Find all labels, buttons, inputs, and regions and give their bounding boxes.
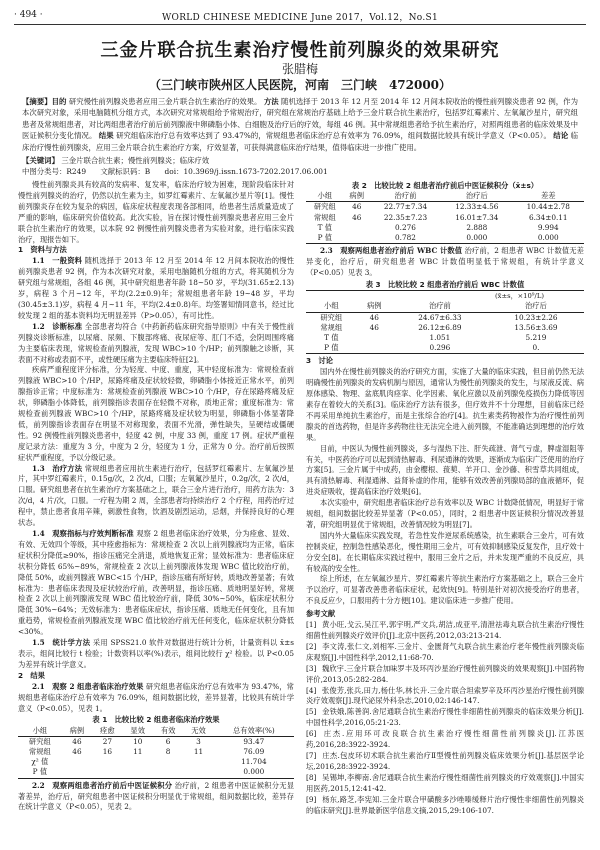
table-header: 小组 <box>306 301 357 312</box>
table-row <box>306 333 584 343</box>
left-column <box>18 180 294 813</box>
reference-text: 金铁娥,陈善润.舍尼通联合抗生素治疗慢性非细菌性前列腺炎的临床效果分析[J].中国性科学,2016,05:21-23. <box>306 707 584 728</box>
reference-number: [1] <box>306 620 317 630</box>
subheading: 2.1 观察 2 组患者临床治疗效果 <box>32 681 144 691</box>
paragraph <box>18 682 294 715</box>
table-cell: P 值 <box>18 767 62 778</box>
reference-item <box>306 664 584 686</box>
reference-number: [3] <box>306 663 317 673</box>
keywords-label: 【关键词】 <box>22 156 59 165</box>
table-cell: 8 <box>165 747 171 757</box>
table-cell: 11.704 <box>241 757 267 767</box>
table-cell: 研究组 <box>313 202 336 212</box>
table-header: 治疗后 <box>488 301 584 312</box>
reference-text: 黄小旺,戈云,吴江平,郭宇明,严文兵,胡洁,成亚平,清泄祛毒丸联合抗生素治疗慢性细菌性前列腺炎疗效评价[J].北京中医药,2012,03:213-214. <box>306 620 584 641</box>
paragraph <box>18 322 294 366</box>
method-label: 方法 <box>263 97 279 106</box>
right-column <box>306 180 584 816</box>
reference-item <box>306 620 584 642</box>
table-row <box>306 312 584 323</box>
table-cell: 27 <box>102 736 112 746</box>
table-cell: 6.34±0.11 <box>528 212 568 222</box>
table-cell: 46 <box>369 322 379 332</box>
table-header: 小组 <box>18 726 62 737</box>
affiliation: （三门峡市陕州区人民医院，河南 三门峡 472000） <box>148 78 452 92</box>
table-cell: 9.994 <box>537 222 559 232</box>
paragraph <box>18 638 294 671</box>
table-header: 病例 <box>357 301 392 312</box>
reference-number: [4] <box>306 685 317 695</box>
author: 张腊梅 <box>281 62 318 76</box>
table-cell: 0. <box>488 343 584 354</box>
table-subcaption: (x̄±s，×10⁹/L) <box>306 291 584 302</box>
subheading: 2.3 观察两组患者治疗前后 WBC 计数值 <box>320 246 463 256</box>
paragraph: 疾病严重程度评分标准，分为轻度、中度、重度，其中轻度标准为：常规检查前列腺液 WBC>10 个/HP，尿路疼痛及症状较轻微，卵磷脂小体接近正常水平，前列腺指诊正常；中度标准为：常规检查前列腺液 WBC>10 个/HP，存在尿路疼痛及症状，卵磷脂小体降低，前列腺指诊表面存在轻微不对称，质地正常；重度标准为：常规检查前列腺液 WBC>10 个/HP，尿路疼痛及症状较为明显，卵磷脂小体显著降低，前列腺指诊表面存在明显不对称现象，表面不光滑，弹性缺失，呈硬结或僵硬性。92 例慢性前列腺炎患者中，轻度 42 例，中度 33 例，重度 17 例。症状严重程度记录方法：重度为 3 分，中度为 2 分，轻度为 1 分，正常为 0 分。治疗前后按照症状严重程度，予以分级记录。 <box>18 365 294 462</box>
abstract-label: 【摘要】目的 <box>22 97 67 106</box>
table-row <box>18 736 294 747</box>
page-number: · 494 · <box>14 10 43 20</box>
conclusion-label: 结论 <box>553 131 569 141</box>
reference-number: [5] <box>306 707 317 717</box>
reference-item <box>306 686 584 708</box>
reference-number: [6] <box>306 729 317 739</box>
paragraph: 目前，中医认为慢性前列腺炎，多与湿热下注、肝失疏泄、肾气亏虚，脾虚湿阻等有关，中医药治疗可以起到清热解毒、利尿通淋的效果，逐渐成为临床广泛使用的治疗方案[5]。三金片属于中成药，由金樱根、菝葜、羊开口、金沙藤、积雪草共同组成，具有清热解毒、利湿通淋、益肾补虚的作用，能够有效改善前列腺局部的血液循环，促进炎症吸收，提高临床治疗效果[6]。 <box>306 443 584 497</box>
table-header: 无效 <box>183 726 213 737</box>
table-cell: 10 <box>133 736 143 746</box>
table-cell: 0.000 <box>214 767 294 778</box>
table-cell: 16.01±7.34 <box>455 212 499 222</box>
references-title: 参考文献 <box>306 609 336 619</box>
table-cell: 10.23±2.26 <box>514 312 558 322</box>
table-cell: 26.12±6.89 <box>418 322 462 332</box>
paragraph-text: 治疗前，2 组患者 WBC 计数值无差异变化，治疗后，研究组患者 WBC 计数值明显低于常规组，有统计学意义（P<0.05）见表 3。 <box>306 246 584 278</box>
table-cell: 10.44±2.78 <box>526 202 570 212</box>
table-header: 治疗前 <box>370 191 441 202</box>
reference-text: 李文涛,张仁文,刘相军.三金片、金匮肾气丸联合抗生素治疗老年慢性前列腺炎临床观察[J].中国性科学,2012,11:68-70. <box>306 641 584 662</box>
table-cell: 0.000 <box>513 233 584 244</box>
reference-text: 魏欣宇.三金片联合加味罗丰及环丙沙星治疗慢性前列腺炎的效果观察[J].中国药物评价,2013,05:282-284. <box>306 663 584 684</box>
table-cell: χ² 值 <box>31 757 49 767</box>
table-cell: T 值 <box>324 332 339 342</box>
reference-item <box>306 642 584 664</box>
table-cell: 22.35±7.23 <box>383 212 428 222</box>
subheading: 1.3 治疗方法 <box>32 463 83 473</box>
paragraph: 本次实验中，研究组患者临床治疗总有效率以及 WBC 计数降低情况，明显好于常规组，组间数据比较差异显著（P<0.05），同时，2 组患者中医证候积分情况改善显著，研究组明显优于常规组，改善情况较为明显[7]。 <box>306 498 585 529</box>
reference-number: [8] <box>306 772 317 782</box>
table-cell: 0.296 <box>392 343 488 354</box>
abstract-conclusion: 临床治疗慢性前列腺炎，应用三金片联合抗生素治疗方案，疗效显著，可获得满意临床治疗结果，值得临床进一步推广使用。 <box>22 131 578 152</box>
document-code: 文献标识码：B <box>100 167 151 176</box>
table-caption: 表 2 比较比较 2 组患者治疗前后中医证候积分（x̄±s） <box>351 181 539 190</box>
paragraph-text: 观察 2 组患者临床治疗效果，分为痊愈、显效、有效、无效四个等级，其中痊愈指标为：常规检查 2 次以上前列腺液均为正常，临床症状积分降低≥90%，指诊压痛完全消退，质地恢复正常；显效标准为：患者临床症状积分降低 65%~89%，常规检查 2 次以上前列腺液体发现 WBC 值比较治疗前，降低 50%，或前列腺液 WBC<15 个/HP，指诊压痛有所好转，质地改善显著；有效标准为：患者临床表现及症状较治疗前，改善明显，指诊压痛、质地明显好转，常规检查 2 次以上前列腺液发现 WBC 值比较治疗前，降低 30%~50%，临床症状积分降低 30%~64%；无效标准为：患者临床症状，指诊压痛、质地无任何变化，且有加重趋势，常规检查前列腺液发现 WBC 值比较治疗前无任何变化，临床症状积分降低<30%。 <box>18 529 294 637</box>
table-cell: 16 <box>102 747 112 757</box>
table-1 <box>18 715 294 778</box>
table-caption: 表 3 比较比较 2 组患者治疗前后 WBC 计数值 <box>365 279 525 289</box>
table-cell: 22.77±7.34 <box>383 202 428 212</box>
table-cell: 研究组 <box>28 736 51 746</box>
reference-item <box>306 795 584 817</box>
table-caption: 表 1 比较比较 2 组患者临床治疗效果 <box>92 715 220 725</box>
table-cell: P 值 <box>306 343 357 354</box>
abstract-method: 随机选择于 2013 年 12 月至 2014 年 12 月间本院收治的慢性前列腺炎患者 92 例，作为本次研究对象，采用电脑随机分组方式，本次研究对常规组给予常规治疗，研究组在常规治疗基础上给予三金片联合抗生素治疗，包括罗红霉素片、左氧氟沙星片，研究组患者及常规组患者，对比两组患者治疗前后前列腺液中卵磷脂小体、白细胞及治疗后的疗效，每组 46 例。其中常规组患者给予抗生素治疗，对照两组患者的临床效果及中医证候积分变化情况。 <box>22 97 578 141</box>
paragraph: 国内外在慢性前列腺炎的治疗研究方面，实施了大量的临床实践，但目前仍然无法明确慢性前列腺炎的发病机制与原因，通常认为慢性前列腺炎的发生，与尿液反流、病原体感染、物理、盆底肌肉痉挛、化学因素、氧化应激以及前列腺免疫损伤力降低等因素存在着较大的关系[3]。临床治疗方法有很多，但疗效并不十分理想，目前临床已经不再采用单纯抗生素治疗，而是主张综合治疗[4]。抗生素类药物被作为治疗慢性前列腺炎的首选药物，但是许多药物往往无法完全进入前列腺，不能准确达到理想的治疗效果。 <box>306 367 584 442</box>
paragraph-text: 常规组患者应用抗生素进行治疗，包括罗红霉素片、左氧氟沙星片，其中罗红霉素片，0.15g/次，2 次/d，口服；左氧氟沙星片，0.2g/次，2 次/d，口服。研究组患者在抗生素治疗方案基础之上，联合三金片进行治疗，用药方法为：3 次/d，4 片/次，口服。一疗程为期 2 周，全部患者均持续治疗 2 个疗程，用药治疗过程中，禁止患者食用辛辣，刺激性食物，饮酒及剧烈运动，忌烟，并保持良好的心理状态。 <box>18 463 295 528</box>
reference-text: 庄杰.包皮环切术联合抗生素治疗Ⅱ型慢性前列腺炎临床效果分析[J].基层医学论坛,2016,28:3922-3924. <box>306 750 584 771</box>
table-cell: 46 <box>352 212 362 222</box>
result-label: 结果 <box>98 131 114 141</box>
reference-item <box>306 707 584 729</box>
paragraph <box>18 464 294 529</box>
table-cell: 46 <box>352 202 362 212</box>
table-row <box>306 202 584 213</box>
keywords-text: 三金片联合抗生素；慢性前列腺炎；临床疗效 <box>61 156 210 165</box>
subheading: 2.2 观察两组患者治疗前后中医证候积分 <box>32 780 173 790</box>
table-cell: 2.888 <box>466 222 488 232</box>
table-cell: 24.67±6.33 <box>418 312 462 322</box>
table-cell: 46 <box>72 736 82 746</box>
article-title: 三金片联合抗生素治疗慢性前列腺炎的效果研究 <box>100 40 500 61</box>
paragraph-text: 全部患者均符合《中药新药临床研究指导原则》中有关于慢性前列腺炎诊断标准，以尿痛、尿频、下腹部疼痛、夜尿症等、肛门不适，会阴周围疼痛为主要临床表现，常规检查前列腺液，发现 WBC>10 个/HP；前列腺触之诊断，其表面不对称或表面不平，或性硬压痛为主要临床特征[2]。 <box>18 321 295 364</box>
table-cell: 1.051 <box>429 332 451 342</box>
table-cell: 46 <box>72 747 82 757</box>
table-row <box>306 343 584 354</box>
table-cell: T 值 <box>317 222 333 232</box>
table-cell: 46 <box>369 312 379 322</box>
table-cell: 11 <box>133 747 143 757</box>
table-cell: P 值 <box>306 233 344 244</box>
table-header: 病例 <box>344 191 370 202</box>
section-heading: 1 资料与方法 <box>18 245 67 255</box>
table-row <box>306 323 584 333</box>
table-header: 痊愈 <box>92 726 122 737</box>
reference-text: 杨东,路芝,李宪知.三金片联合甲磺酸多沙唑嗪缓释片治疗慢性非细菌性前列腺炎的临床研究[J].世界最新医学信息文摘,2015,29:106-107. <box>306 794 584 815</box>
abstract <box>22 96 578 153</box>
table-cell: 12.33±4.56 <box>455 202 499 212</box>
keywords <box>22 155 578 166</box>
table-cell: 常规组 <box>313 212 336 222</box>
running-header <box>14 8 586 25</box>
paragraph <box>18 256 294 321</box>
table-row <box>18 757 294 767</box>
reference-number: [9] <box>306 794 317 804</box>
paragraph <box>18 529 294 638</box>
section-heading: 3 讨论 <box>306 356 333 366</box>
table-header: 总有效率(%) <box>214 726 294 737</box>
table-header: 有效 <box>153 726 183 737</box>
table-cell: 5.219 <box>525 332 547 342</box>
references <box>306 609 584 816</box>
table-cell: 0.000 <box>441 233 512 244</box>
table-2 <box>306 181 584 244</box>
doi: doi：10.3969/j.issn.1673-7202.2017.06.001 <box>164 167 328 176</box>
reference-number: [2] <box>306 641 317 651</box>
subheading: 1.5 统计学方法 <box>32 638 91 648</box>
journal-name: WORLD CHINESE MEDICINE June 2017，Vol.12，No.S1 <box>161 13 439 23</box>
table-row <box>18 767 294 778</box>
reference-number: [7] <box>306 750 317 760</box>
reference-item <box>306 729 584 751</box>
table-header: 治疗后 <box>441 191 512 202</box>
table-cell: 3 <box>196 736 201 746</box>
table-row <box>306 223 584 233</box>
reference-text: 庄杰.应用环可改良联合抗生素治疗慢性细菌性前列腺炎[J].江苏医药,2016,28:3922-3924. <box>306 729 584 750</box>
table-header: 差差 <box>513 191 584 202</box>
table-cell: 11 <box>193 747 204 757</box>
table-cell: 常规组 <box>28 747 51 757</box>
table-header: 病例 <box>62 726 92 737</box>
table-3 <box>306 280 584 354</box>
table-header: 显效 <box>123 726 153 737</box>
table-header: 小组 <box>306 191 344 202</box>
table-cell: 0.276 <box>395 222 416 232</box>
table-cell: 6 <box>165 736 171 746</box>
paragraph: 综上所述，在左氧氟沙星片、罗红霉素片等抗生素治疗方案基础之上，联合三金片予以治疗，可显著改善患者临床症状，起效快[9]。特别是针对初次接受治疗的患者，不良反应少，口服用药十分方便[10]。建议临床进一步推广使用。 <box>306 574 584 606</box>
paragraph: 国内外大量临床实践发现，若急性发作逆尿系统感染，抗生素联合三金片，可有效控制炎症，控制急性感染恶化，慢性期用三金片，可有效抑制感染反复发作，且疗效十分安全[8]。在长期临床实践过程中，服用三金片之后，并未发现严重的不良反应，具有较高的安全性。 <box>306 530 584 573</box>
paragraph <box>18 781 294 814</box>
reference-item <box>306 773 584 795</box>
paragraph-text: 采用 SPSS21.0 软件对数据进行统计分析，计量资料以 x̄±s 表示，组间比较行 t 检验；计数资料以率(%)表示，组间比较行 χ² 检验。以 P<0.05 为差异有统计学意义。 <box>18 638 294 669</box>
paragraph-text: 研究组患者临床治疗总有效率为 93.47%，常规组患者临床治疗总有效率为 76.09%，组间数据比较，差异显著，比较具有统计学意义（P<0.05），见表 1。 <box>18 681 294 713</box>
paragraph <box>306 246 584 279</box>
abstract-result: 研究组临床治疗总有效率达到了 93.47%的，常规组患者临床治疗总有效率为 76.09%，组间数据比较具有统计学意义（P<0.05）。 <box>116 131 551 141</box>
intro-paragraph: 慢性前列腺炎具有较高的发病率、复发率，临床治疗较为困难，现阶段临床针对慢性前列腺炎的治疗，仍然以抗生素为主，如罗红霉素片、左氧氟沙星片等[1]。慢性前列腺炎存在较为复杂的病因，临床症状程度表现各部相同，给患者生活质量造成了严重的影响，临床研究价值较高。此次实验，旨在探讨慢性前列腺炎患者应用三金片联合抗生素治疗的效果，以本院 92 例慢性前列腺炎患者为实验对象，进行临床实践治疗，现报告如下。 <box>18 180 294 244</box>
paragraph-text: 治疗前，2 组患者中医证候积分无显著差异，治疗后，研究组患者中医证候积分明显优于常规组，组间数据比较，差异存在统计学意义（P<0.05），见表 2。 <box>18 780 294 812</box>
table-row <box>18 747 294 757</box>
reference-text: 吴锡坤,李柳南.舍尼通联合抗生素治疗慢性细菌性前列腺炎的疗效观察[J].中国实用医药,2015,12:41-42. <box>306 772 584 793</box>
table-header: 治疗前 <box>392 301 488 312</box>
class-number: 中图分类号：R249 <box>22 167 87 176</box>
table-cell: 研究组 <box>320 312 343 322</box>
table-cell: 76.09 <box>243 747 265 757</box>
reference-item <box>306 751 584 773</box>
table-cell: 常规组 <box>320 322 343 332</box>
table-cell: 93.47 <box>243 736 265 746</box>
paragraph-text: 随机选择于 2013 年 12 月至 2014 年 12 月间本院收治的慢性前列腺炎患者 92 例，作为本次研究对象，采用电脑随机分组的方式，将其随机分为研究组与常规组，各组 46 例，其中研究组患者年龄 18~50 岁，平均(31.65±2.13)岁，病程 3 个月~12 年，平均(2.2±0.9)年；常规组患者年龄 19~48 岁，平均(30.45±3.1)岁，病程 4 月~11 年，平均(2.4±0.8)年。均签署知情同意书，经过比较发现 2 组的基本资料均无明显差异（P>0.05），有可比性。 <box>18 256 294 320</box>
subheading: 1.2 诊断标准 <box>32 321 83 331</box>
table-cell: 0.782 <box>370 233 441 244</box>
abstract-objective: 研究慢性前列腺炎患者应用三金片联合抗生素治疗的效果。 <box>68 97 262 106</box>
table-cell: 13.56±3.69 <box>514 322 558 332</box>
subheading: 1.4 观察指标与疗效判断标准 <box>32 529 134 538</box>
subheading: 1.1 一般资料 <box>32 256 83 266</box>
table-row <box>306 233 584 244</box>
section-heading: 2 结果 <box>18 670 45 680</box>
classification-line <box>22 166 578 177</box>
reference-text: 张俊芳,张兵,田力,杨仕华,林长升.三金片联合坦索罗辛及环丙沙星治疗慢性前列腺炎疗效观察[J].现代泌尿外科杂志,2010,02:146-147. <box>306 685 584 706</box>
table-row <box>306 213 584 223</box>
